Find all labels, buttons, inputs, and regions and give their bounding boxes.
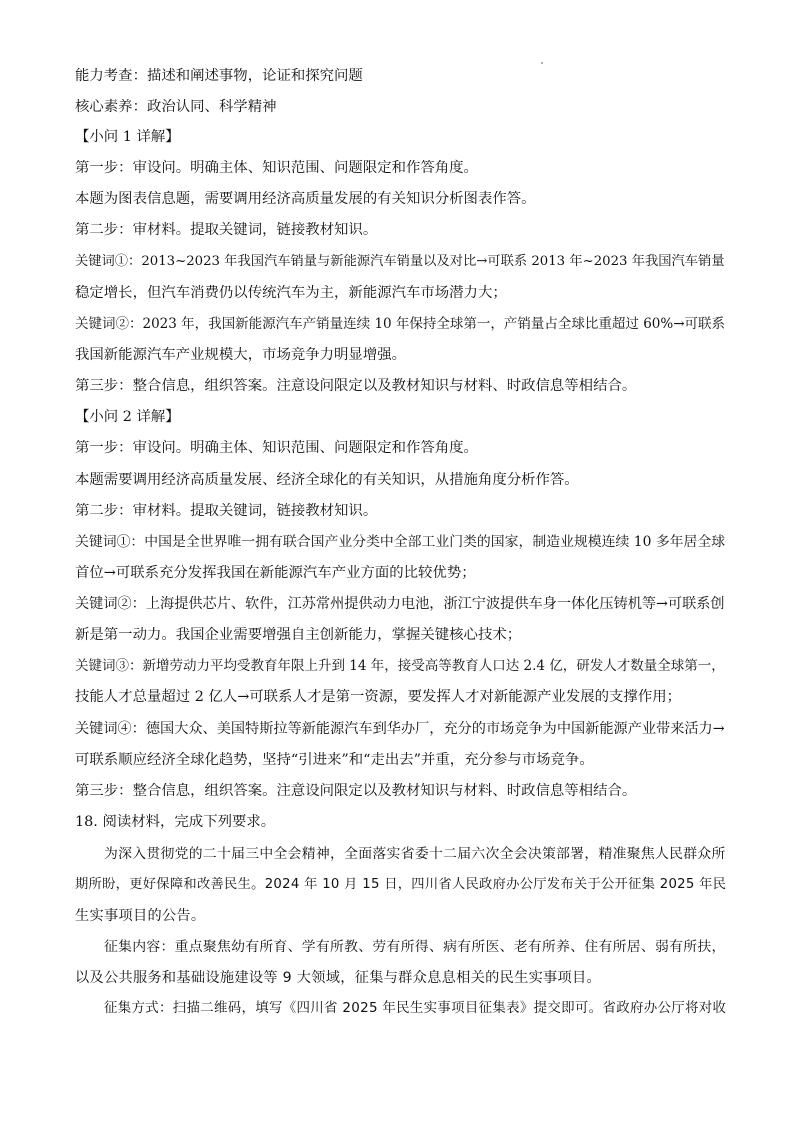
q1-intro: 本题为图表信息题，需要调用经济高质量发展的有关知识分析图表作答。	[75, 191, 536, 207]
q2-step1: 第一步：审设问。明确主体、知识范围、问题限定和作答角度。	[75, 440, 478, 456]
q18-title: 18. 阅读材料，完成下列要求。	[75, 814, 276, 830]
material-p2-a: 征集内容：重点聚焦幼有所育、学有所教、劳有所得、病有所医、老有所养、住有所居、弱有所扶，	[104, 939, 726, 955]
material-p2-b: 以及公共服务和基础设施建设等 9 大领域，征集与群众息息相关的民生实事项目。	[75, 970, 602, 986]
q2-keyword4-b: 可联系顺应经济全球化趋势，坚持“引进来”和“走出去”并重，充分参与市场竞争。	[75, 752, 594, 768]
material-p1-a: 为深入贯彻党的二十届三中全会精神，全面落实省委十二届六次全会决策部署，精准聚焦人民群众所	[104, 846, 726, 862]
q1-step3: 第三步：整合信息，组织答案。注意设问限定以及教材知识与材料、时政信息等相结合。	[75, 378, 637, 394]
q1-step1: 第一步：审设问。明确主体、知识范围、问题限定和作答角度。	[75, 160, 478, 176]
q2-heading: 【小问 2 详解】	[75, 409, 180, 425]
q1-keyword2-a: 关键词②：2023 年，我国新能源汽车产销量连续 10 年保持全球第一，产销量占全球比重超过 60%→可联系	[75, 316, 726, 332]
q2-keyword2-a: 关键词②：上海提供芯片、软件，江苏常州提供动力电池，浙江宁波提供车身一体化压铸机等→可联系创	[75, 596, 725, 612]
q1-step2: 第二步：审材料。提取关键词，链接教材知识。	[75, 222, 378, 238]
material-p1-c: 生实事项目的公告。	[75, 908, 206, 924]
q2-keyword3-a: 关键词③：新增劳动力平均受教育年限上升到 14 年，接受高等教育人口达 2.4 亿，研发人才数量全球第一，	[75, 658, 725, 674]
q1-heading: 【小问 1 详解】	[75, 129, 180, 145]
q2-keyword1-a: 关键词①：中国是全世界唯一拥有联合国产业分类中全部工业门类的国家，制造业规模连续 10 多年居全球	[75, 534, 726, 550]
q2-step3: 第三步：整合信息，组织答案。注意设问限定以及教材知识与材料、时政信息等相结合。	[75, 783, 637, 799]
q2-keyword2-b: 新是第一动力。我国企业需要增强自主创新能力，掌握关键核心技术；	[75, 627, 522, 643]
material-p1-b: 期所盼，更好保障和改善民生。2024 年 10 月 15 日，四川省人民政府办公厅发布关于公开征集 2025 年民	[75, 877, 727, 892]
q2-keyword1-b: 首位→可联系充分发挥我国在新能源汽车产业方面的比较优势；	[75, 565, 476, 581]
q2-keyword4-a: 关键词④：德国大众、美国特斯拉等新能源汽车到华办厂，充分的市场竞争为中国新能源产业带来活力→	[75, 721, 725, 737]
q1-keyword2-b: 我国新能源汽车产业规模大，市场竞争力明显增强。	[75, 347, 406, 363]
q2-step2: 第二步：审材料。提取关键词，链接教材知识。	[75, 503, 378, 519]
literacy-line: 核心素养：政治认同、科学精神	[75, 99, 277, 115]
q2-keyword3-b: 技能人才总量超过 2 亿人→可联系人才是第一资源，要发挥人才对新能源产业发展的支撑作用；	[75, 689, 681, 705]
q1-keyword1-b: 稳定增长，但汽车消费仍以传统汽车为主，新能源汽车市场潜力大；	[75, 285, 507, 301]
scan-speck	[541, 62, 543, 64]
ability-line: 能力考查：描述和阐述事物，论证和探究问题	[75, 68, 363, 84]
q1-keyword1-a: 关键词①：2013~2023 年我国汽车销量与新能源汽车销量以及对比→可联系 2013 年~2023 年我国汽车销量	[75, 254, 725, 269]
material-p3-a: 征集方式：扫描二维码，填写《四川省 2025 年民生实事项目征集表》提交即可。省政府办公厅将对收	[104, 1001, 727, 1016]
q2-intro: 本题需要调用经济高质量发展、经济全球化的有关知识，从措施角度分析作答。	[75, 472, 579, 488]
